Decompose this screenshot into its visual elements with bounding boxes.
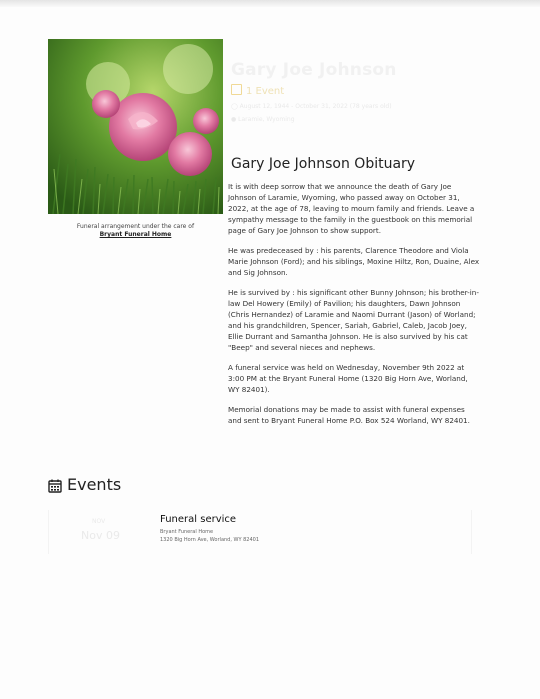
- location-pin-icon: ●: [231, 116, 239, 123]
- event-count-label: 1 Event: [246, 86, 285, 97]
- events-heading-label: Events: [67, 475, 122, 494]
- obituary-title: Gary Joe Johnson Obituary: [231, 156, 416, 172]
- top-shadow: [0, 0, 540, 7]
- location-text: Laramie, Wyoming: [238, 116, 295, 123]
- hero-name: Gary Joe Johnson: [231, 60, 397, 80]
- event-address: 1320 Big Horn Ave, Worland, WY 82401: [160, 537, 260, 543]
- obituary-paragraph: He is survived by : his significant other Bunny Johnson; his brother-in-law Del Howery (Emily) of Pavilion; his daughters, Dawn Johnson (Chris Hernandez) of Laramie and Naomi Durrant (Jason) of Worland; and his grandchildren, Spencer, Sariah, Gabriel, Caleb, Jacob Joey, Ellie Durrant and Samantha Johnson. He is also survived by his cat "Beep" and several nieces and nephews.: [228, 288, 479, 352]
- location: [231, 116, 295, 123]
- event-date: Nov 09: [81, 529, 120, 542]
- life-dates: [231, 103, 392, 110]
- event-month: NOV: [92, 518, 106, 525]
- events-heading: [48, 475, 121, 494]
- clock-icon: ◯: [231, 103, 240, 110]
- photo-caption: [48, 223, 223, 239]
- obituary-paragraph: A funeral service was held on Wednesday, November 9th 2022 at 3:00 PM at the Bryant Funeral Home (1320 Big Horn Ave, Worland, WY 82401).: [228, 363, 468, 394]
- obituary-paragraph: He was predeceased by : his parents, Clarence Theodore and Viola Marie Johnson (Ford); and his siblings, Moxine Hiltz, Ron, Duaine, Alex and Sig Johnson.: [228, 246, 480, 277]
- event-title[interactable]: Funeral service: [160, 514, 237, 525]
- calendar-icon: [231, 84, 242, 95]
- caption-text: Funeral arrangement under the care of: [76, 223, 195, 230]
- life-dates-text: August 12, 1944 - October 31, 2022 (78 years old): [239, 103, 392, 110]
- obituary-paragraph: Memorial donations may be made to assist with funeral expenses and sent to Bryant Funeral Home P.O. Box 524 Worland, WY 82401.: [228, 405, 470, 425]
- calendar-grid-icon: [48, 479, 62, 493]
- funeral-home-link[interactable]: Bryant Funeral Home: [99, 231, 172, 238]
- event-count[interactable]: [231, 84, 284, 97]
- obituary-body: [228, 181, 480, 435]
- rose-photo: [48, 39, 223, 214]
- event-venue: Bryant Funeral Home: [160, 529, 214, 535]
- obituary-paragraph: It is with deep sorrow that we announce the death of Gary Joe Johnson of Laramie, Wyoming, who passed away on October 31, 2022, at the age of 78, leaving to mourn family and friends. Leave a sympathy message to the family in the guestbook on this memorial page of Gary Joe Johnson to show support.: [228, 182, 475, 235]
